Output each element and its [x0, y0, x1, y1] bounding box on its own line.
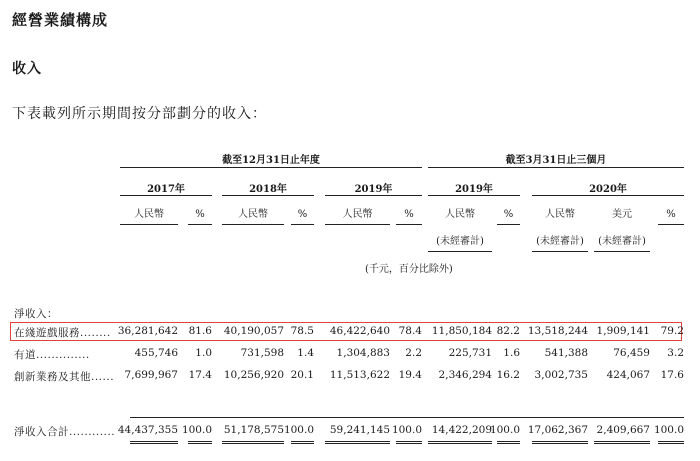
table-cell: 36,281,642 [117, 325, 178, 337]
total-double-rule [188, 441, 212, 444]
row-label [14, 347, 90, 362]
table-cell: 17,062,367 [527, 424, 588, 436]
table-cell: 13,518,244 [527, 325, 588, 337]
table-cell: 424,067 [606, 369, 650, 381]
col-rule [594, 251, 650, 252]
col-rule [497, 224, 520, 225]
total-double-rule [532, 441, 588, 444]
table-cell: 10,256,920 [223, 369, 284, 381]
row-label-text: 有道 [14, 349, 36, 361]
col-rmb: 人民幣 [134, 209, 164, 220]
col-rule [532, 251, 588, 252]
table-cell: 2,346,294 [438, 369, 492, 381]
year-rule [120, 195, 212, 196]
table-cell: 20.1 [290, 369, 314, 381]
table-cell: 59,241,145 [329, 424, 390, 436]
col-rule [222, 224, 284, 225]
table-cell: 731,598 [240, 347, 284, 359]
col-rmb: 人民幣 [445, 209, 475, 220]
col-rule [396, 224, 422, 225]
row-label [14, 325, 111, 340]
col-rule [658, 224, 684, 225]
table-cell: 16.2 [496, 369, 520, 381]
col-rule [291, 224, 314, 225]
group-header-three-months: 截至3月31日止三個月 [505, 155, 607, 166]
table-cell: 455,746 [134, 347, 178, 359]
table-cell: 1.4 [297, 347, 314, 359]
table-cell: 1,909,141 [596, 325, 650, 337]
table-cell: 11,850,184 [431, 325, 492, 337]
total-double-rule [325, 441, 390, 444]
col-usd: 美元 [612, 209, 632, 220]
table-cell: 100.0 [653, 424, 684, 436]
col-rule [120, 224, 178, 225]
row-label-text: 淨收入合計 [14, 426, 69, 438]
table-cell: 1.6 [503, 347, 520, 359]
row-label-text: 在綫遊戲服務 [14, 327, 80, 339]
year-2020-q1: 2020年 [589, 184, 627, 195]
table-cell: 78.4 [398, 325, 422, 337]
table-cell: 81.6 [188, 325, 212, 337]
total-double-rule [222, 441, 284, 444]
year-rule [428, 195, 520, 196]
table-cell: 2,409,667 [596, 424, 650, 436]
col-rule [188, 224, 212, 225]
year-rule [222, 195, 314, 196]
col-unaudited: (未經審計) [436, 236, 484, 247]
table-cell: 19.4 [398, 369, 422, 381]
intro-text: 下表載列所示期間按分部劃分的收入： [12, 106, 267, 122]
table-cell: 3.2 [667, 347, 684, 359]
col-rmb: 人民幣 [238, 209, 268, 220]
table-cell: 100.0 [181, 424, 212, 436]
year-2017: 2017年 [147, 184, 185, 195]
subsection-title: 收入 [12, 61, 42, 77]
total-double-rule [291, 441, 314, 444]
group-rule-three-months [428, 167, 684, 168]
col-unaudited: (未經審計) [598, 236, 646, 247]
table-cell: 225,731 [448, 347, 492, 359]
row-label-dots: .............. [36, 349, 90, 361]
table-cell: 100.0 [391, 424, 422, 436]
total-top-rule [130, 417, 684, 418]
col-rmb: 人民幣 [545, 209, 575, 220]
table-cell: 1.0 [195, 347, 212, 359]
total-double-rule [497, 441, 520, 444]
table-cell: 7,699,967 [124, 369, 178, 381]
col-pct: % [195, 209, 205, 220]
table-cell: 14,422,209 [431, 424, 492, 436]
total-double-rule [130, 441, 178, 444]
table-cell: 17.6 [660, 369, 684, 381]
year-rule [325, 195, 422, 196]
col-rule [428, 251, 492, 252]
col-pct: % [666, 209, 676, 220]
row-label-dots: ............ [69, 426, 116, 438]
col-rmb: 人民幣 [342, 209, 373, 220]
group-header-year-end: 截至12月31日止年度 [222, 155, 320, 166]
row-label-text: 創新業務及其他 [14, 371, 91, 383]
table-cell: 76,459 [613, 347, 650, 359]
table-cell: 79.2 [660, 325, 684, 337]
unit-note: (千元，百分比除外) [365, 264, 453, 275]
table-cell: 1,304,883 [336, 347, 390, 359]
table-cell: 82.2 [496, 325, 520, 337]
row-label-dots: ...... [91, 371, 115, 383]
table-cell: 78.5 [290, 325, 314, 337]
table-cell: 541,388 [544, 347, 588, 359]
table-cell: 3,002,735 [534, 369, 588, 381]
year-2018: 2018年 [249, 184, 287, 195]
row-label-dots: ........ [80, 327, 111, 339]
total-double-rule [396, 441, 422, 444]
total-double-rule [658, 441, 684, 444]
table-cell: 51,178,575 [223, 424, 284, 436]
table-cell: 40,190,057 [223, 325, 284, 337]
year-2019: 2019年 [354, 184, 393, 195]
table-cell: 44,437,355 [117, 424, 178, 436]
table-cell: 46,422,640 [329, 325, 390, 337]
table-cell: 17.4 [188, 369, 212, 381]
col-pct: % [297, 209, 308, 220]
table-cell: 11,513,622 [329, 369, 390, 381]
year-rule [532, 195, 684, 196]
col-pct: % [503, 209, 514, 220]
table-cell: 100.0 [283, 424, 314, 436]
total-double-rule [428, 441, 492, 444]
section-title: 經營業績構成 [12, 11, 109, 29]
table-cell: 100.0 [489, 424, 520, 436]
total-double-rule [594, 441, 650, 444]
net-revenue-label: 淨收入： [14, 308, 58, 320]
col-unaudited: (未經審計) [536, 236, 584, 247]
year-2019-q1: 2019年 [455, 184, 493, 195]
col-rule [325, 224, 390, 225]
group-rule-year-end [120, 167, 422, 168]
col-pct: % [404, 209, 414, 220]
table-cell: 2.2 [405, 347, 422, 359]
